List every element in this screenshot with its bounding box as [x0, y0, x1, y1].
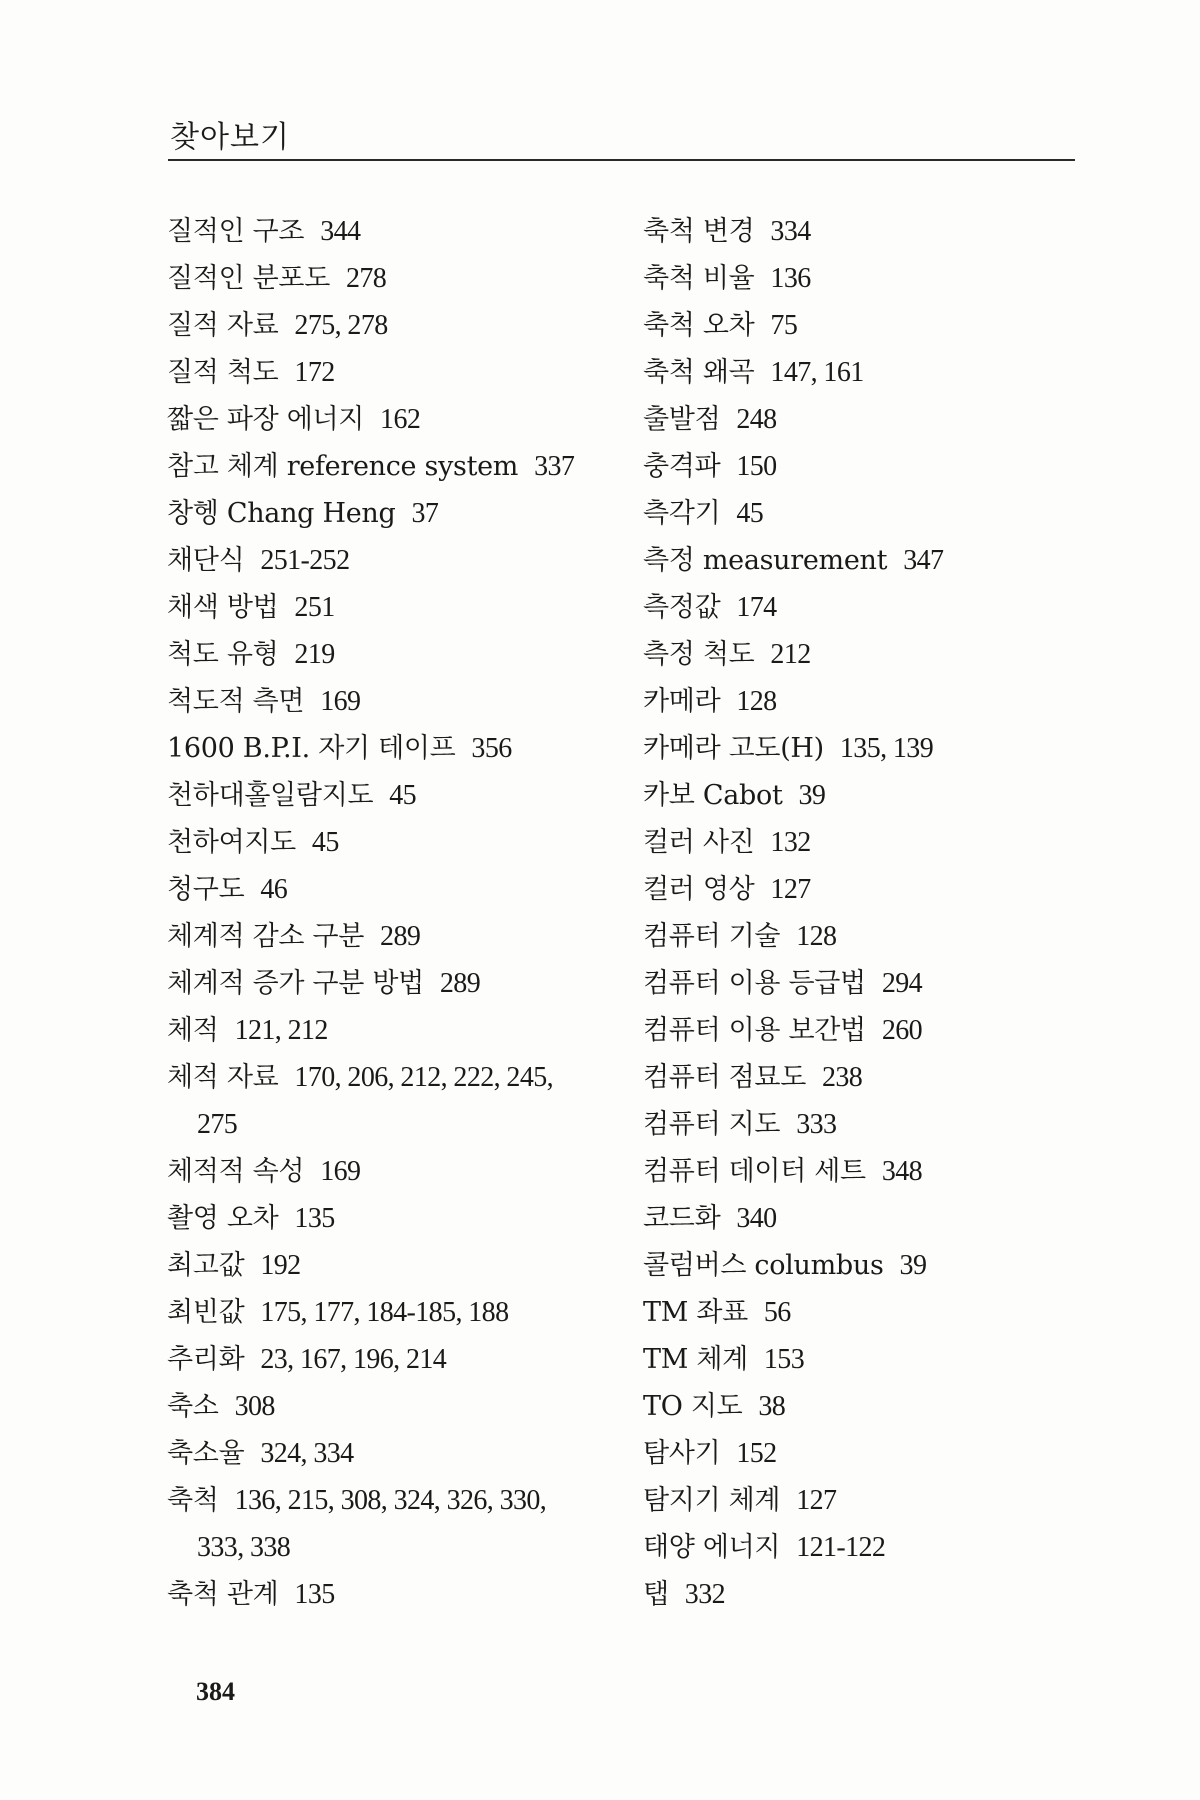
index-entry [643, 490, 1083, 537]
index-term: 카메라 고도(H) [643, 733, 824, 764]
index-pages: 308 [234, 1391, 275, 1422]
index-entry [643, 631, 1083, 678]
index-entry [643, 1289, 1083, 1336]
index-term: 청구도 [167, 874, 245, 905]
index-entry [643, 725, 1083, 772]
index-term: 천하여지도 [167, 827, 296, 858]
index-pages: 152 [736, 1438, 777, 1469]
index-entry [167, 443, 607, 490]
index-pages: 175, 177, 184-185, 188 [260, 1297, 509, 1328]
index-pages: 23, 167, 196, 214 [260, 1344, 447, 1375]
index-term: 측정값 [643, 592, 721, 623]
index-pages: 132 [770, 827, 811, 858]
index-term: 체적적 속성 [167, 1156, 305, 1187]
index-entry [643, 1242, 1083, 1289]
index-pages: 153 [763, 1344, 805, 1375]
index-pages: 248 [736, 404, 777, 435]
index-term: 질적인 분포도 [167, 263, 330, 294]
index-term: 추리화 [167, 1344, 245, 1375]
index-pages: 169 [320, 686, 361, 717]
index-pages: 170, 206, 212, 222, 245, [294, 1062, 554, 1093]
index-term: 척도 유형 [167, 639, 279, 670]
index-pages: 212 [770, 639, 811, 670]
index-entry [643, 302, 1083, 349]
index-term: 질적인 구조 [167, 216, 305, 247]
index-pages: 251 [294, 592, 335, 623]
index-term: 태양 에너지 [643, 1532, 781, 1563]
index-entry [643, 537, 1083, 584]
index-entry [167, 1383, 607, 1430]
index-term: 컴퓨터 점묘도 [643, 1062, 806, 1093]
index-pages: 39 [798, 780, 826, 811]
index-entry [643, 208, 1083, 255]
index-term: 척도적 측면 [167, 686, 305, 717]
index-entry [167, 725, 607, 772]
index-pages: 45 [389, 780, 417, 811]
index-term: 최고값 [167, 1250, 245, 1281]
index-pages: 121, 212 [234, 1015, 328, 1046]
index-term: 컴퓨터 기술 [643, 921, 781, 952]
index-entry [167, 1336, 607, 1383]
index-pages: 37 [411, 498, 439, 529]
index-entry [167, 302, 607, 349]
index-pages: 337 [534, 451, 575, 482]
index-term: 채단식 [167, 545, 245, 576]
index-entry [643, 1054, 1083, 1101]
index-entry [643, 349, 1083, 396]
index-term: 탭 [643, 1579, 669, 1610]
index-term: 컴퓨터 데이터 세트 [643, 1156, 866, 1187]
index-entry [167, 866, 607, 913]
index-entry [643, 1007, 1083, 1054]
index-entry [167, 678, 607, 725]
index-term: 탐지기 체계 [643, 1485, 781, 1516]
index-term: 컬러 영상 [643, 874, 755, 905]
index-term: 충격파 [643, 451, 721, 482]
index-term: TM 체계 [643, 1344, 748, 1375]
index-entry [167, 772, 607, 819]
index-entry [643, 255, 1083, 302]
index-term: 축척 변경 [643, 216, 755, 247]
index-term: 탐사기 [643, 1438, 721, 1469]
index-entry [643, 913, 1083, 960]
index-entry [167, 913, 607, 960]
index-entry [167, 631, 607, 678]
index-pages: 275, 278 [294, 310, 388, 341]
index-pages: 332 [684, 1579, 725, 1610]
index-term: 1600 B.P.I. 자기 테이프 [167, 733, 456, 764]
index-term: 축소율 [167, 1438, 245, 1469]
index-pages: 192 [260, 1250, 301, 1281]
index-term: 최빈값 [167, 1297, 245, 1328]
index-entry [167, 1477, 607, 1571]
index-pages: 289 [439, 968, 481, 999]
index-entry [167, 537, 607, 584]
index-entry [167, 396, 607, 443]
index-entry [643, 866, 1083, 913]
index-entry [167, 584, 607, 631]
index-entry [643, 819, 1083, 866]
index-term: 체적 [167, 1015, 219, 1046]
index-entry [167, 1195, 607, 1242]
index-term: 채색 방법 [167, 592, 279, 623]
index-term: 콜럼버스 columbus [643, 1250, 884, 1281]
index-pages: 45 [736, 498, 764, 529]
index-pages: 324, 334 [260, 1438, 354, 1469]
index-term: 카메라 [643, 686, 721, 717]
index-term: 카보 Cabot [643, 780, 783, 811]
page-number: 384 [196, 1677, 235, 1706]
index-pages: 75 [770, 310, 798, 341]
index-entry [643, 1524, 1083, 1571]
index-entry [167, 1054, 607, 1148]
index-pages: 172 [294, 357, 335, 388]
index-pages: 150 [736, 451, 777, 482]
index-entry [167, 819, 607, 866]
index-entry [643, 1571, 1083, 1618]
index-pages: 136, 215, 308, 324, 326, 330, [234, 1485, 547, 1516]
index-term: 측각기 [643, 498, 721, 529]
index-entry [643, 1101, 1083, 1148]
index-pages: 238 [821, 1062, 863, 1093]
index-pages: 121-122 [796, 1532, 886, 1563]
index-pages: 251-252 [260, 545, 350, 576]
index-entry [643, 772, 1083, 819]
index-term: 질적 척도 [167, 357, 279, 388]
index-term: 천하대홀일람지도 [167, 780, 374, 811]
index-term: 축척 비율 [643, 263, 755, 294]
index-term: 축척 오차 [643, 310, 755, 341]
index-term: 짧은 파장 에너지 [167, 404, 365, 435]
index-entry [167, 1289, 607, 1336]
index-term: 촬영 오차 [167, 1203, 279, 1234]
index-term: 코드화 [643, 1203, 721, 1234]
index-term: 창헹 Chang Heng [167, 498, 396, 529]
index-entry [643, 443, 1083, 490]
index-term: 측정 척도 [643, 639, 755, 670]
index-term: 컴퓨터 이용 보간법 [643, 1015, 866, 1046]
index-pages: 344 [320, 216, 361, 247]
index-pages: 127 [796, 1485, 837, 1516]
index-pages-continued: 275 [197, 1109, 238, 1140]
index-entry [167, 1430, 607, 1477]
index-pages: 260 [881, 1015, 923, 1046]
index-pages: 127 [770, 874, 811, 905]
index-entry [167, 208, 607, 255]
index-pages: 219 [294, 639, 335, 670]
index-term: 축소 [167, 1391, 219, 1422]
index-term: 체계적 증가 구분 방법 [167, 968, 424, 999]
index-pages: 46 [260, 874, 288, 905]
index-term: 질적 자료 [167, 310, 279, 341]
index-column-left [167, 208, 607, 1618]
index-entry [167, 960, 607, 1007]
index-term: 컴퓨터 지도 [643, 1109, 781, 1140]
index-entry [643, 1383, 1083, 1430]
index-pages: 174 [736, 592, 777, 623]
index-column-right [643, 208, 1083, 1618]
index-entry [167, 349, 607, 396]
index-pages: 56 [763, 1297, 791, 1328]
index-term: 참고 체계 reference system [167, 451, 519, 482]
index-pages: 135 [294, 1579, 335, 1610]
index-entry [643, 1336, 1083, 1383]
index-term: 측정 measurement [643, 545, 888, 576]
index-pages: 340 [736, 1203, 777, 1234]
index-entry [167, 1571, 607, 1618]
index-entry [643, 1195, 1083, 1242]
index-term: 컴퓨터 이용 등급법 [643, 968, 866, 999]
index-pages: 333 [796, 1109, 837, 1140]
index-pages: 348 [881, 1156, 923, 1187]
index-entry [643, 678, 1083, 725]
index-pages: 147, 161 [770, 357, 864, 388]
index-entry [167, 1007, 607, 1054]
index-entry [643, 960, 1083, 1007]
index-term: TM 좌표 [643, 1297, 748, 1328]
index-pages: 347 [903, 545, 944, 576]
index-pages: 38 [758, 1391, 786, 1422]
header-rule [168, 159, 1075, 161]
index-pages: 128 [796, 921, 837, 952]
index-term: 체적 자료 [167, 1062, 279, 1093]
index-pages: 162 [380, 404, 421, 435]
index-pages: 334 [770, 216, 811, 247]
index-pages: 136 [770, 263, 811, 294]
index-pages: 169 [320, 1156, 361, 1187]
index-entry [167, 490, 607, 537]
running-head-title: 찾아보기 [170, 120, 290, 155]
index-entry [643, 1430, 1083, 1477]
index-entry [643, 396, 1083, 443]
index-pages: 289 [380, 921, 421, 952]
index-entry [167, 255, 607, 302]
index-pages: 128 [736, 686, 777, 717]
index-entry [643, 584, 1083, 631]
index-pages: 135 [294, 1203, 335, 1234]
index-term: 출발점 [643, 404, 721, 435]
index-term: 체계적 감소 구분 [167, 921, 365, 952]
index-pages: 135, 139 [839, 733, 934, 764]
index-term: 축척 관계 [167, 1579, 279, 1610]
index-entry [167, 1148, 607, 1195]
index-entry [167, 1242, 607, 1289]
index-pages: 39 [899, 1250, 927, 1281]
index-pages: 294 [881, 968, 923, 999]
index-entry [643, 1148, 1083, 1195]
index-term: 축척 왜곡 [643, 357, 755, 388]
index-term: TO 지도 [643, 1391, 743, 1422]
index-entry [643, 1477, 1083, 1524]
index-pages-continued: 333, 338 [197, 1532, 291, 1563]
index-pages: 45 [311, 827, 339, 858]
index-term: 축척 [167, 1485, 219, 1516]
index-term: 컬러 사진 [643, 827, 755, 858]
index-pages: 356 [471, 733, 512, 764]
index-pages: 278 [345, 263, 387, 294]
